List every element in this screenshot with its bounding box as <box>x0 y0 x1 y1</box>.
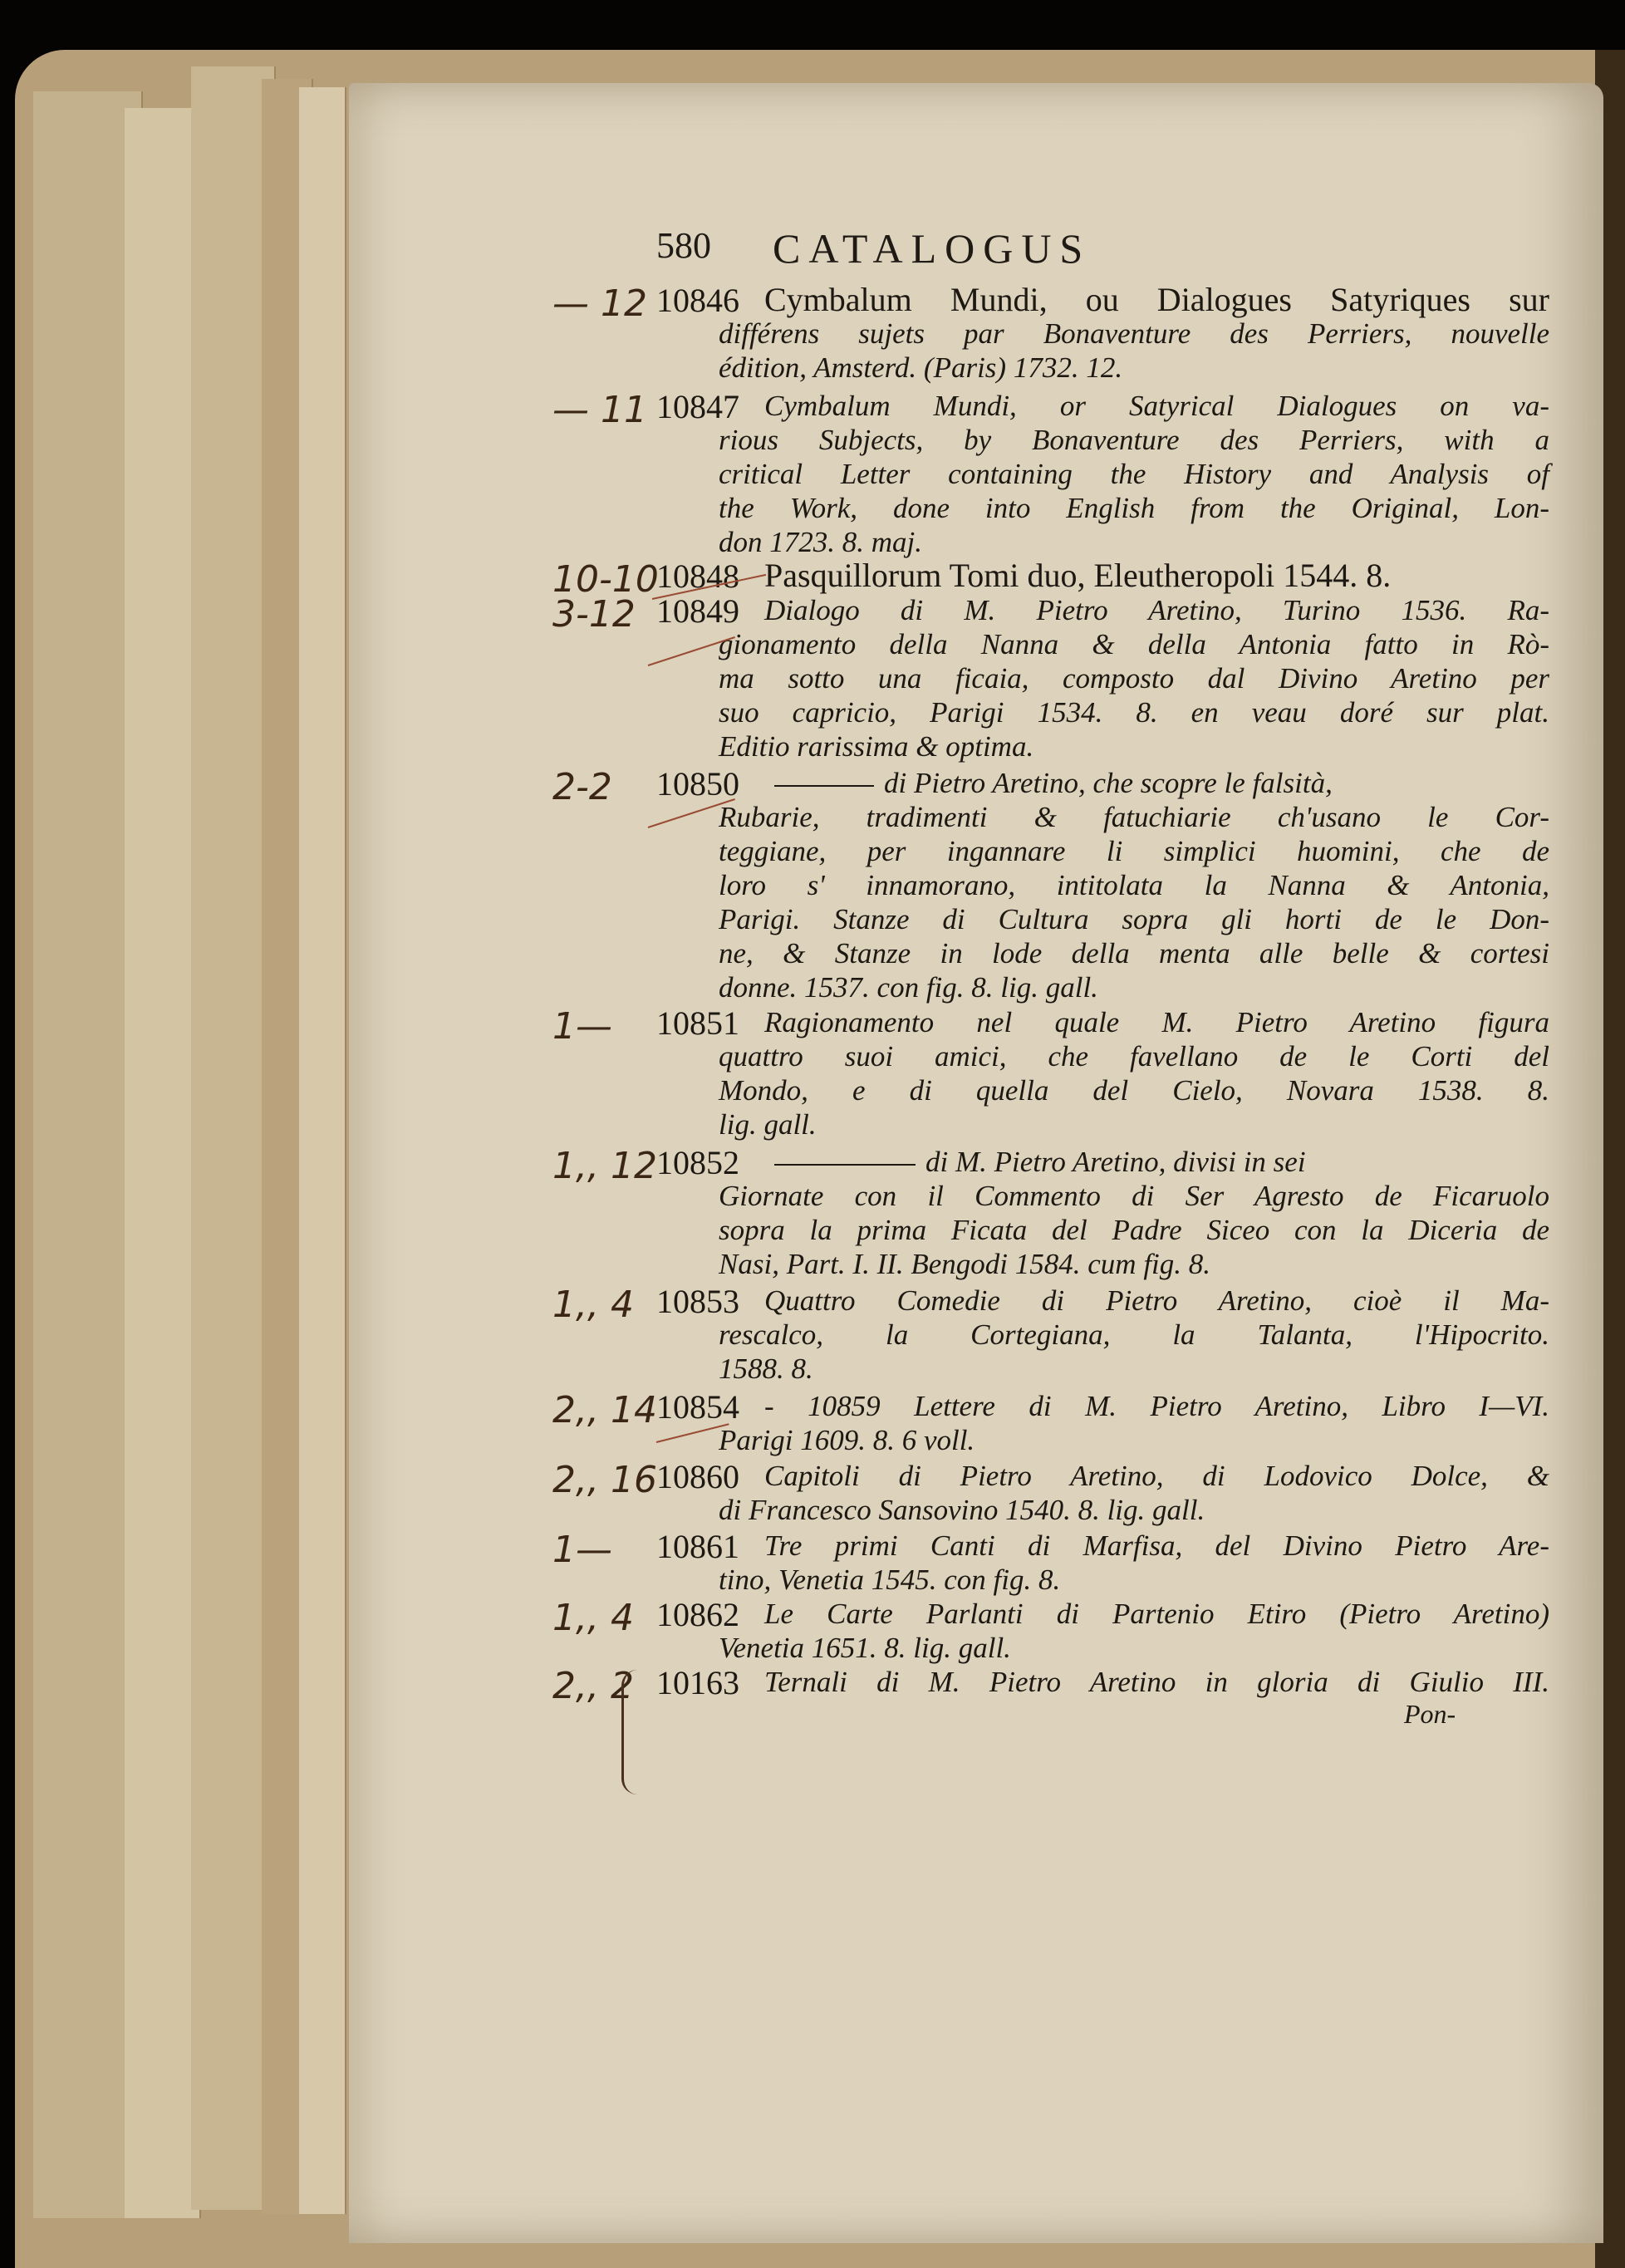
entry-line: quattro suoi amici, che favellano de le Corti del <box>719 1040 1549 1073</box>
entry-line: Editio rarissima & optima. <box>719 730 1034 763</box>
price-annotation: 1,, 4 <box>552 1284 634 1326</box>
entry-text <box>719 1459 1549 1527</box>
entry-text <box>719 1145 1549 1281</box>
entry-line: suo capricio, Parigi 1534. 8. en veau doré sur plat. <box>719 696 1549 729</box>
lot-number: 10854 <box>656 1388 739 1426</box>
page-number: 580 <box>656 225 711 266</box>
lot-number: 10862 <box>656 1596 739 1633</box>
entry-line: - 10859 Lettere di M. Pietro Aretino, Libro I—VI. <box>764 1390 1549 1422</box>
lot-number: 10847 <box>656 388 739 425</box>
price-annotation: 1,, 4 <box>552 1597 634 1639</box>
entry-line: rious Subjects, by Bonaventure des Perriers, with a <box>719 424 1549 456</box>
price-annotation: — 12 <box>552 282 647 325</box>
lot-number: 10851 <box>656 1004 739 1042</box>
price-annotation: 2,, 2 <box>552 1665 634 1707</box>
entry-line: ma sotto una ficaia, composto dal Divino Aretino per <box>719 662 1549 695</box>
entry-line: di Francesco Sansovino 1540. 8. lig. gall. <box>719 1494 1205 1526</box>
entry-line: Tre primi Canti di Marfisa, del Divino Pietro Are- <box>764 1529 1549 1562</box>
entry-line: Ternali di M. Pietro Aretino in gloria di Giulio III. <box>764 1666 1549 1698</box>
entry-line <box>764 1145 1549 1179</box>
entry-line: 1588. 8. <box>719 1352 813 1385</box>
price-annotation: — 11 <box>552 389 647 431</box>
entry-line: don 1723. 8. maj. <box>719 526 922 558</box>
entry-text <box>719 1529 1549 1597</box>
entry-line: Dialogo di M. Pietro Aretino, Turino 1536. Ra- <box>764 594 1549 626</box>
entry-line: édition, Amsterd. (Paris) 1732. 12. <box>719 351 1123 384</box>
entry-line: Rubarie, tradimenti & fatuchiarie ch'usano le Cor- <box>719 801 1549 833</box>
entry-line: gionamento della Nanna & della Antonia fatto in Rò- <box>719 628 1549 660</box>
entry-line: sopra la prima Ficata del Padre Siceo con la Diceria de <box>719 1214 1549 1246</box>
entry-line: critical Letter containing the History and Analysis of <box>719 458 1549 490</box>
entry-line: Quattro Comedie di Pietro Aretino, cioè il Ma- <box>764 1284 1549 1317</box>
entry-text <box>719 389 1549 559</box>
lot-number: 10849 <box>656 592 739 630</box>
entry-text <box>719 1284 1549 1386</box>
entry-text <box>719 1665 1549 1699</box>
entry-line: lig. gall. <box>719 1108 817 1141</box>
entry-line: ne, & Stanze in lode della menta alle belle & cortesi <box>719 937 1549 970</box>
entry-line: Parigi. Stanze di Cultura sopra gli horti de le Don- <box>719 903 1549 935</box>
entry-line: Capitoli di Pietro Aretino, di Lodovico Dolce, & <box>764 1460 1549 1492</box>
entry-text <box>719 1005 1549 1141</box>
price-annotation: 3-12 <box>552 593 636 636</box>
entry-line: teggiane, per ingannare li simplici huomini, che de <box>719 835 1549 867</box>
entry-line: Nasi, Part. I. II. Bengodi 1584. cum fig. 8. <box>719 1248 1211 1280</box>
entry-line: Cymbalum Mundi, ou Dialogues Satyriques sur <box>764 281 1549 318</box>
entry-text <box>719 558 1549 592</box>
lot-number: 10846 <box>656 282 739 319</box>
ditto-rule <box>774 1164 916 1166</box>
entry-line: the Work, done into English from the Original, Lon- <box>719 492 1549 524</box>
entry-line: rescalco, la Cortegiana, la Talanta, l'Hipocrito. <box>719 1318 1549 1351</box>
lot-number: 10853 <box>656 1283 739 1320</box>
entry-text <box>719 1389 1549 1457</box>
lot-number: 10860 <box>656 1458 739 1495</box>
price-annotation: 2,, 14 <box>552 1389 657 1431</box>
entry-line: Parigi 1609. 8. 6 voll. <box>719 1424 975 1456</box>
price-annotation: 2-2 <box>552 766 612 808</box>
entry-text <box>719 766 1549 1004</box>
catchword: Pon- <box>1404 1699 1456 1729</box>
entry-line: Giornate con il Commento di Ser Agresto de Ficaruolo <box>719 1180 1549 1212</box>
entry-line: donne. 1537. con fig. 8. lig. gall. <box>719 971 1098 1004</box>
entry-line: tino, Venetia 1545. con fig. 8. <box>719 1564 1061 1596</box>
entry-text <box>719 1597 1549 1665</box>
price-annotation: 1— <box>552 1005 612 1048</box>
entry-line-text: di Pietro Aretino, che scopre le falsità, <box>884 767 1333 799</box>
handwritten-bracket <box>621 1670 637 1794</box>
lot-number: 10850 <box>656 765 739 803</box>
entry-line: Pasquillorum Tomi duo, Eleutheropoli 1544. 8. <box>764 557 1392 594</box>
entry-line: Le Carte Parlanti di Partenio Etiro (Pietro Aretino) <box>764 1598 1549 1630</box>
entry-line: Ragionamento nel quale M. Pietro Aretino figura <box>764 1006 1549 1038</box>
entry-text <box>719 282 1549 385</box>
ditto-rule <box>774 785 874 787</box>
price-annotation: 1,, 12 <box>552 1145 657 1187</box>
entry-line: Mondo, e di quella del Cielo, Novara 1538. 8. <box>719 1074 1549 1107</box>
entry-text <box>719 593 1549 763</box>
entry-line: Cymbalum Mundi, or Satyrical Dialogues on va- <box>764 390 1549 422</box>
entry-line: loro s' innamorano, intitolata la Nanna & Antonia, <box>719 869 1549 901</box>
price-annotation: 2,, 16 <box>552 1459 657 1501</box>
entry-line-text: di M. Pietro Aretino, divisi in sei <box>925 1146 1306 1178</box>
lot-number: 10848 <box>656 557 739 595</box>
running-title: CATALOGUS <box>773 225 1092 272</box>
entry-line <box>764 766 1549 800</box>
entry-line: différens sujets par Bonaventure des Perriers, nouvelle <box>719 317 1549 350</box>
lot-number: 10861 <box>656 1528 739 1565</box>
price-annotation: 1— <box>552 1529 612 1571</box>
lot-number: 10852 <box>656 1144 739 1181</box>
lot-number: 10163 <box>656 1664 739 1701</box>
entry-line: Venetia 1651. 8. lig. gall. <box>719 1632 1011 1664</box>
price-annotation: 10-10 <box>552 558 659 601</box>
